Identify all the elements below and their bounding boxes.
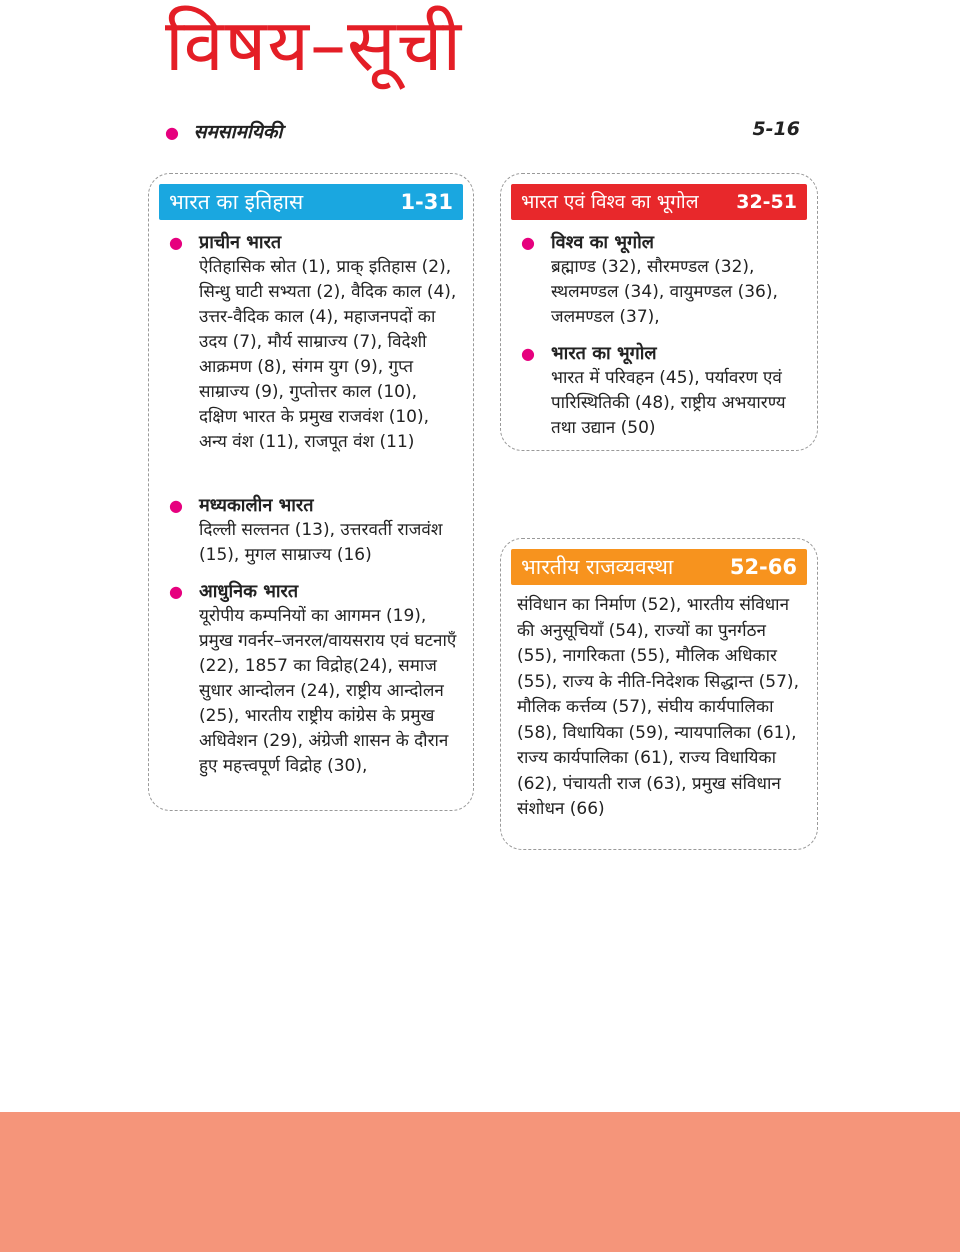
history-header: [159, 184, 463, 220]
bullet-icon: ●: [169, 582, 183, 601]
bullet-icon: ●: [521, 233, 535, 252]
section-title: आधुनिक भारत: [199, 581, 299, 602]
geography-title: भारत एवं विश्व का भूगोल: [521, 191, 699, 213]
current-affairs-pages: 5-16: [752, 118, 800, 140]
section-title: विश्व का भूगोल: [551, 232, 655, 253]
section-world-geography: [519, 231, 803, 330]
bullet-icon: ●: [521, 344, 535, 363]
current-affairs-label: समसामयिकी: [193, 121, 283, 143]
footer-band: [0, 1112, 960, 1252]
section-modern-india: [167, 580, 459, 779]
section-title: प्राचीन भारत: [199, 232, 282, 253]
section-body: दिल्ली सल्तनत (13), उत्तरवर्ती राजवंश (15), मुगल साम्राज्य (16): [199, 520, 443, 565]
section-body: ऐतिहासिक स्रोत (1), प्राक् इतिहास (2), सिन्धु घाटी सभ्यता (2), वैदिक काल (4), उत्तर-वैदिक काल (4), महाजनपदों का उदय (7), मौर्य साम्राज्य (7), विदेशी आक्रमण (8), संगम युग (9), गुप्त साम्राज्य (9), गुप्तोत्तर काल (10), दक्षिण भारत के प्रमुख राजवंश (10), अन्य वंश (11), राजपूत वंश (11): [199, 257, 457, 452]
polity-header: [511, 549, 807, 585]
history-title: भारत का इतिहास: [169, 190, 304, 214]
polity-body: संविधान का निर्माण (52), भारतीय संविधान की अनुसूचियाँ (54), राज्यों का पुनर्गठन (55), नागरिकता (55), मौलिक अधिकार (55), राज्य के नीति-निदेशक सिद्धान्त (57), मौलिक कर्त्तव्य (57), संघीय कार्यपालिका (58), विधायिका (59), न्यायपालिका (61), राज्य कार्यपालिका (61), राज्य विधायिका (62), पंचायती राज (63), प्रमुख संविधान संशोधन (66): [517, 595, 799, 819]
section-title: भारत का भूगोल: [551, 343, 657, 364]
bullet-icon: ●: [165, 123, 179, 142]
section-ancient-india: [167, 231, 459, 455]
section-medieval-india: [167, 494, 459, 568]
section-title: मध्यकालीन भारत: [199, 495, 314, 516]
geography-pages: 32-51: [736, 191, 797, 213]
history-box: [148, 173, 474, 811]
bullet-icon: ●: [169, 233, 183, 252]
page-title: विषय–सूची: [165, 3, 463, 87]
polity-title: भारतीय राजव्यवस्था: [521, 555, 674, 579]
current-affairs-row: [165, 118, 800, 148]
section-india-geography: [519, 342, 803, 441]
polity-pages: 52-66: [729, 555, 797, 579]
section-body: भारत में परिवहन (45), पर्यावरण एवं पारिस्थितिकी (48), राष्ट्रीय अभयारण्य तथा उद्यान (50): [551, 368, 786, 438]
polity-box: [500, 538, 818, 850]
history-pages: 1-31: [400, 190, 453, 214]
bullet-icon: ●: [169, 496, 183, 515]
section-body: ब्रह्माण्ड (32), सौरमण्डल (32), स्थलमण्डल (34), वायुमण्डल (36), जलमण्डल (37),: [551, 257, 778, 327]
section-body: यूरोपीय कम्पनियों का आगमन (19), प्रमुख गवर्नर–जनरल/वायसराय एवं घटनाएँ (22), 1857 का विद्रोह(24), समाज सुधार आन्दोलन (24), राष्ट्रीय आन्दोलन (25), भारतीय राष्ट्रीय कांग्रेस के प्रमुख अधिवेशन (29), अंग्रेजी शासन के दौरान हुए महत्त्वपूर्ण विद्रोह (30),: [199, 606, 457, 776]
geography-box: [500, 173, 818, 451]
geography-header: [511, 184, 807, 220]
